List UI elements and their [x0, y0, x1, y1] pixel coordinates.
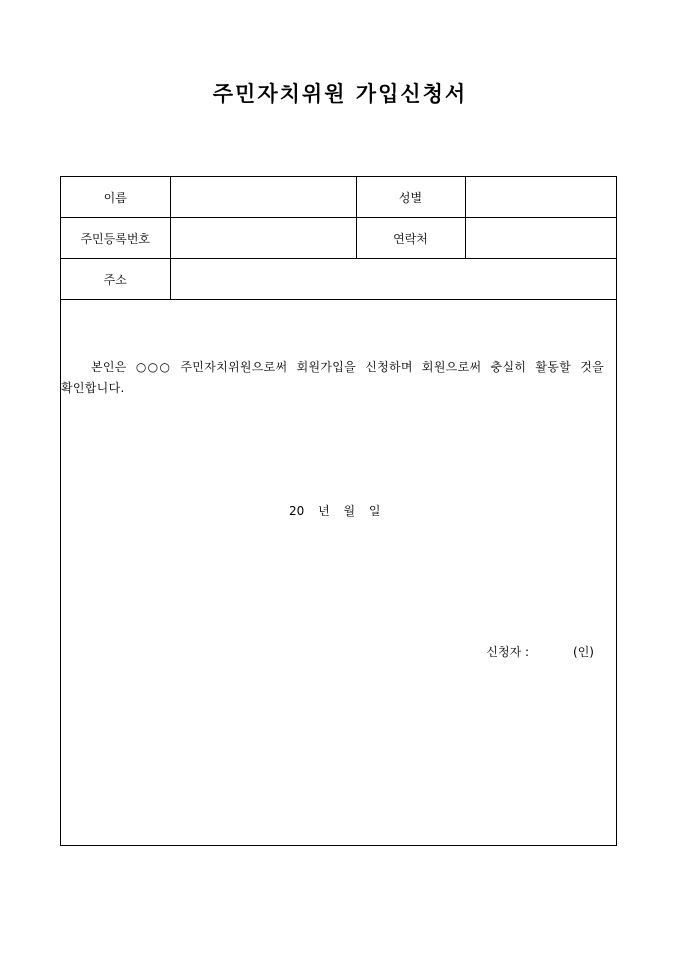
seal-mark: (인) [573, 645, 594, 659]
name-field[interactable] [170, 177, 356, 218]
application-form [60, 176, 617, 846]
resident-number-field[interactable] [170, 218, 356, 259]
name-label: 이름 [61, 177, 170, 218]
contact-label: 연락처 [356, 218, 465, 259]
gender-field[interactable] [465, 177, 616, 218]
signature-line [486, 643, 594, 660]
applicant-label: 신청자 : [486, 645, 530, 659]
address-field[interactable] [170, 259, 616, 300]
date-line: 20 년 월 일 [289, 504, 381, 518]
document-title: 주민자치위원 가입신청서 [212, 81, 468, 106]
table-row [61, 218, 616, 259]
table-row [61, 177, 616, 218]
table-row [61, 259, 616, 300]
contact-field[interactable] [465, 218, 616, 259]
address-label: 주소 [61, 259, 170, 300]
resident-number-label: 주민등록번호 [61, 218, 170, 259]
statement-text: 본인은 ○○○ 주민자치위원으로써 회원가입을 신청하며 회원으로써 충실히 활동할 것을 확인합니다. [61, 360, 604, 395]
gender-label: 성별 [356, 177, 465, 218]
applicant-info-table [61, 177, 616, 300]
